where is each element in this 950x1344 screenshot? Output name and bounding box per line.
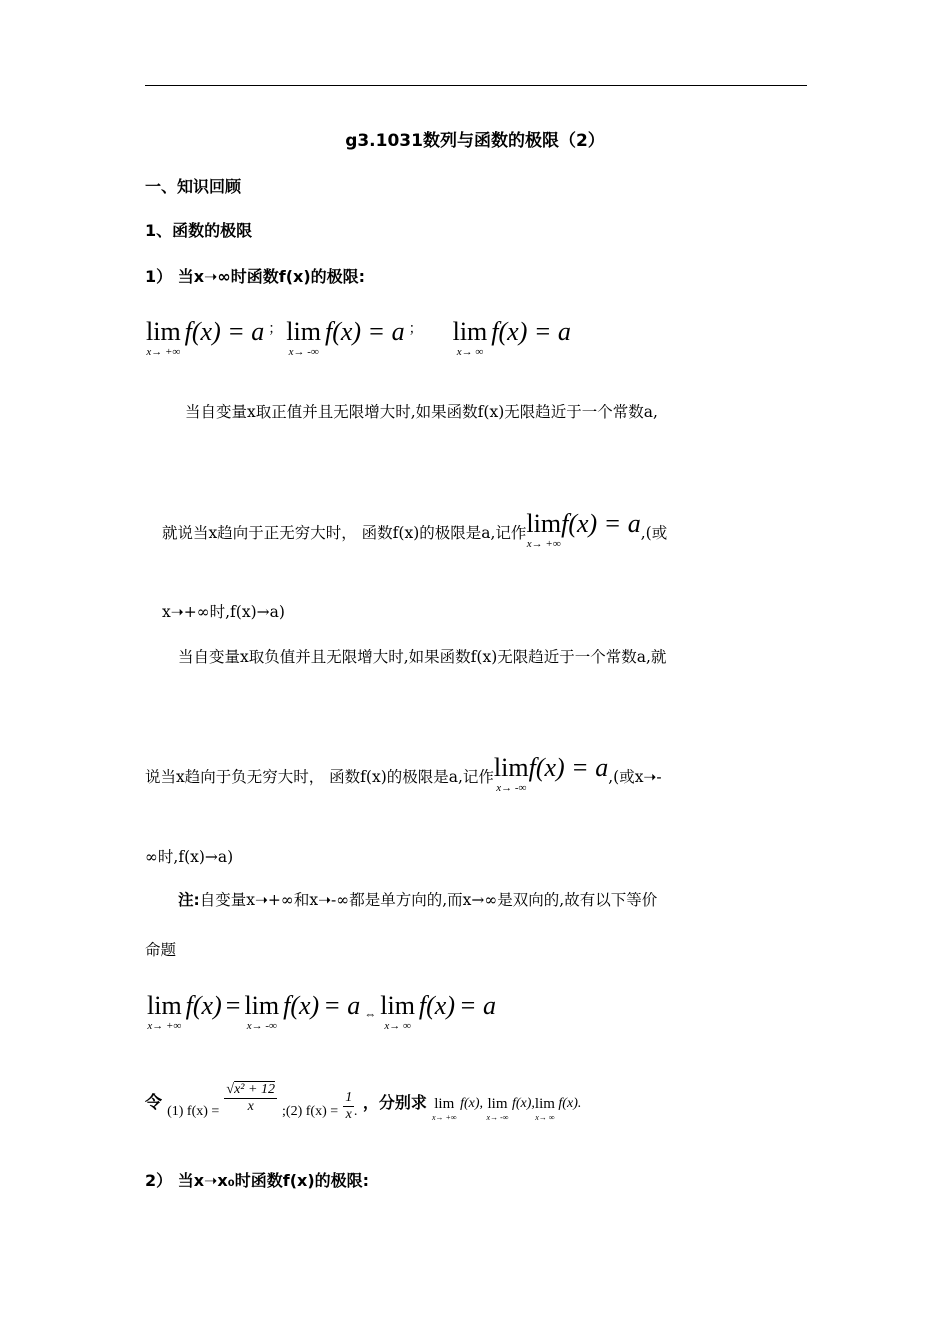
item-heading-1: 1） 当x➝∞时函数f(x)的极限: [145,267,366,286]
note-label: 注: [178,891,200,909]
page-title: g3.1031数列与函数的极限（2） [345,131,605,151]
paragraph-2-tail: ,(或x➝- [608,768,662,786]
paragraph-1-tail: ,(或 [640,524,668,542]
limit-inf: lim x→ ∞ [380,991,415,1032]
limit-pos-inf: lim x→ +∞ [147,991,182,1032]
limit-expression: f(x) = a [491,317,571,346]
paragraph-1-line-1: 当自变量x取正值并且无限增大时,如果函数f(x)无限趋近于一个常数a, [185,403,658,421]
limit-expression: f(x) = a [324,317,405,346]
fraction-1 [224,1082,277,1115]
note-line-1 [178,888,657,910]
equivalence-formula: lim x→ +∞ f(x) = lim x→ -∞ f(x) = a $_\Leftrightarrow$ lim x→ ∞ f(x) = a [147,991,497,1032]
paragraph-1-line-3: x➝+∞时,f(x)→a) [162,603,285,621]
paragraph-1-line-2 [162,509,668,556]
limit-pos-inf: lim x→ +∞ [146,317,181,358]
paragraph-2-line-1: 当自变量x取负值并且无限增大时,如果函数f(x)无限趋近于一个常数a,就 [178,648,667,666]
inline-limit-neg-inf: lim x→ -∞ f(x) = a [493,753,609,794]
note-line-2: 命题 [145,941,177,959]
example-lead: 令 [145,1093,162,1113]
fraction-2-numerator: 1 [345,1090,353,1105]
note-text: 自变量x➝+∞和x➝-∞都是单方向的,而x→∞是双向的,故有以下等价 [199,891,658,909]
example-mid: ，分别求 [362,1093,427,1112]
example-end: . [354,1104,358,1119]
example-part-2: ;(2) f(x) = [282,1104,339,1119]
limit-neg-inf: lim x→ -∞ [244,991,280,1032]
fraction-1-denominator: x [247,1099,254,1114]
separator: ； [268,322,283,337]
paragraph-1-text: 就说当x趋向于正无穷大时， 函数f(x)的极限是a,记作 [162,524,527,542]
example-line [145,1082,582,1122]
limit-expression: f(x) = a [184,317,265,346]
subsection-heading: 1、函数的极限 [145,221,253,240]
inline-limit-pos-inf: lim x→ +∞ f(x) = a [526,509,641,550]
paragraph-2-line-3: ∞时,f(x)→a) [145,848,234,866]
example-limits: lim x→ +∞ f(x), lim x→ -∞ f(x),lim x→ ∞ f(x). [431,1096,582,1122]
fraction-1-numerator: √x² + 12 [226,1082,275,1097]
header-rule [145,85,807,86]
example-part-1: (1) f(x) = [167,1104,220,1119]
limit-neg-inf: lim x→ -∞ [286,317,321,358]
iff-symbol: ⇔ [364,1007,377,1021]
limit-inf: lim x→ ∞ [452,317,488,358]
fraction-2-denominator: x [345,1107,352,1122]
separator: ； [408,322,423,337]
section-heading: 一、知识回顾 [145,177,242,196]
item-heading-2: 2） 当x➝x₀时函数f(x)的极限: [145,1171,370,1190]
fraction-2 [343,1090,354,1123]
paragraph-2-line-2 [145,753,662,800]
paragraph-2-text: 说当x趋向于负无穷大时， 函数f(x)的极限是a,记作 [145,768,494,786]
formula-row-1 [146,318,571,358]
